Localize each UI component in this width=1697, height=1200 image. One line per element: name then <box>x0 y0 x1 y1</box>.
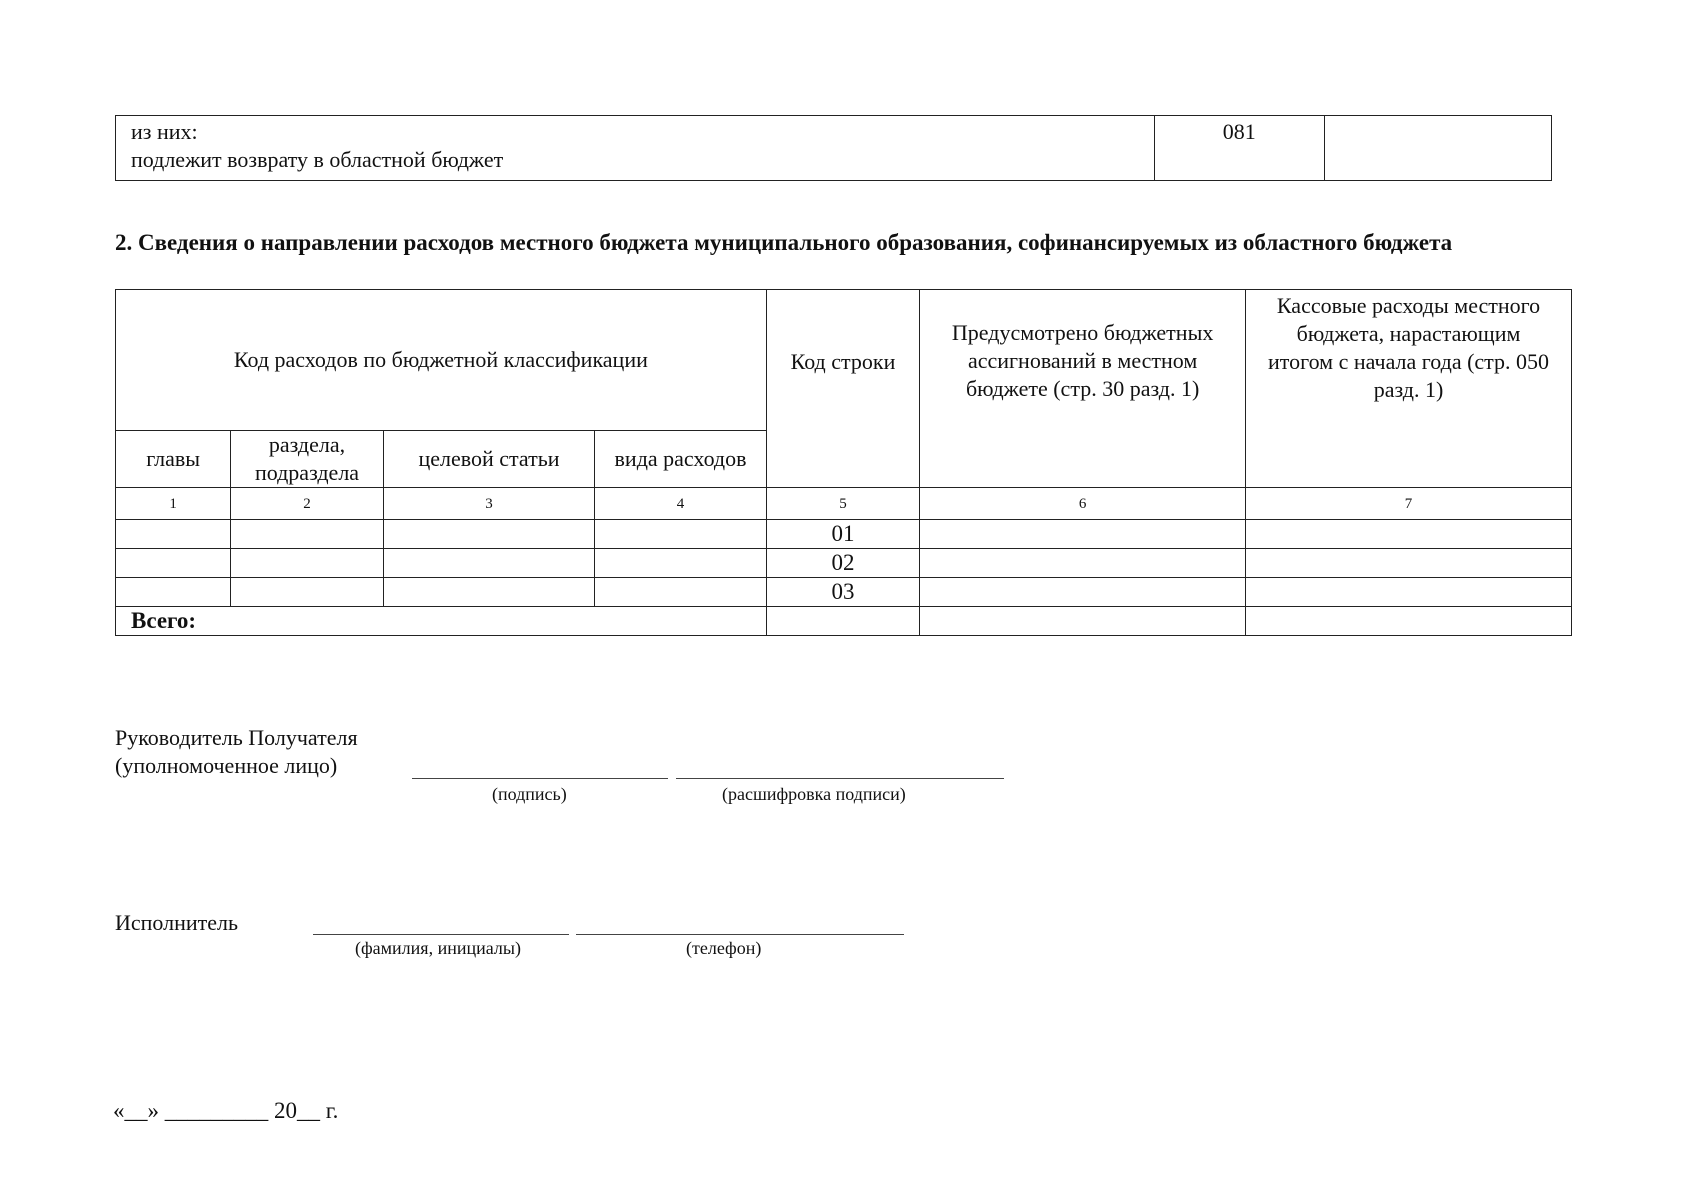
cell-target-article[interactable] <box>383 578 595 607</box>
header-cash-text: Кассовые расходы местного бюджета, нарастающим итогом с начала года (стр. 050 разд. 1) <box>1268 293 1550 402</box>
head-label-line2: (уполномоченное лицо) <box>115 753 338 778</box>
returns-label-line1: из них: <box>131 119 198 144</box>
name-caption: (фамилия, инициалы) <box>355 938 521 958</box>
total-planned[interactable] <box>920 607 1246 636</box>
cell-row-code: 02 <box>766 549 919 578</box>
date-line: «__» _________ 20__ г. <box>113 1098 339 1123</box>
table-row <box>116 520 1572 549</box>
cell-row-code: 03 <box>766 578 919 607</box>
cell-target-article[interactable] <box>383 549 595 578</box>
header-planned-text: Предусмотрено бюджетных ассигнований в местном бюджете (стр. 30 разд. 1) <box>951 320 1214 401</box>
signature-caption: (подпись) <box>492 784 567 804</box>
cell-planned[interactable] <box>920 549 1246 578</box>
executor-name-line[interactable] <box>313 934 569 935</box>
subheader-expense-type: вида расходов <box>595 431 766 488</box>
subheader-target-article: целевой статьи <box>383 431 595 488</box>
column-number: 1 <box>116 488 231 520</box>
cell-section[interactable] <box>231 549 383 578</box>
column-number: 2 <box>231 488 383 520</box>
column-number: 5 <box>766 488 919 520</box>
signature-line[interactable] <box>412 778 668 779</box>
header-planned <box>920 290 1246 488</box>
header-row <box>116 290 1572 431</box>
cell-planned[interactable] <box>920 520 1246 549</box>
expenses-table <box>115 289 1572 636</box>
column-numbers-row <box>116 488 1572 520</box>
cell-section[interactable] <box>231 520 383 549</box>
returns-label-line2: подлежит возврату в областной бюджет <box>131 147 504 172</box>
cell-chapter[interactable] <box>116 549 231 578</box>
cell-expense-type[interactable] <box>595 520 766 549</box>
cell-chapter[interactable] <box>116 520 231 549</box>
executor-phone-line[interactable] <box>576 934 904 935</box>
header-budget-classification: Код расходов по бюджетной классификации <box>116 290 767 431</box>
cell-section[interactable] <box>231 578 383 607</box>
total-row <box>116 607 1572 636</box>
decryption-caption: (расшифровка подписи) <box>722 784 906 804</box>
subheader-chapter: главы <box>116 431 231 488</box>
cell-row-code: 01 <box>766 520 919 549</box>
head-label-line1: Руководитель Получателя <box>115 725 358 750</box>
table-row <box>116 116 1552 181</box>
cell-cash[interactable] <box>1246 549 1572 578</box>
returns-table <box>115 115 1552 181</box>
header-cash <box>1246 290 1572 488</box>
column-number: 4 <box>595 488 766 520</box>
header-row-code-text: Код строки <box>790 349 896 374</box>
cell-planned[interactable] <box>920 578 1246 607</box>
column-number: 6 <box>920 488 1246 520</box>
column-number: 3 <box>383 488 595 520</box>
returns-code-cell: 081 <box>1154 116 1324 181</box>
executor-label: Исполнитель <box>115 910 239 935</box>
cell-expense-type[interactable] <box>595 549 766 578</box>
cell-cash[interactable] <box>1246 520 1572 549</box>
total-cash[interactable] <box>1246 607 1572 636</box>
total-row-code <box>766 607 919 636</box>
section-title: 2. Сведения о направлении расходов местного бюджета муниципального образования, софинансируемых из областного бюджета <box>115 230 1453 255</box>
returns-value-cell[interactable] <box>1324 116 1551 181</box>
table-row <box>116 578 1572 607</box>
cell-target-article[interactable] <box>383 520 595 549</box>
cell-cash[interactable] <box>1246 578 1572 607</box>
total-label: Всего: <box>116 607 767 636</box>
subheader-section: раздела, подраздела <box>231 431 383 488</box>
column-number: 7 <box>1246 488 1572 520</box>
table-row <box>116 549 1572 578</box>
header-row-code <box>766 290 919 488</box>
phone-caption: (телефон) <box>686 938 762 958</box>
cell-expense-type[interactable] <box>595 578 766 607</box>
signature-decryption-line[interactable] <box>676 778 1004 779</box>
cell-chapter[interactable] <box>116 578 231 607</box>
returns-label-cell <box>116 116 1155 181</box>
